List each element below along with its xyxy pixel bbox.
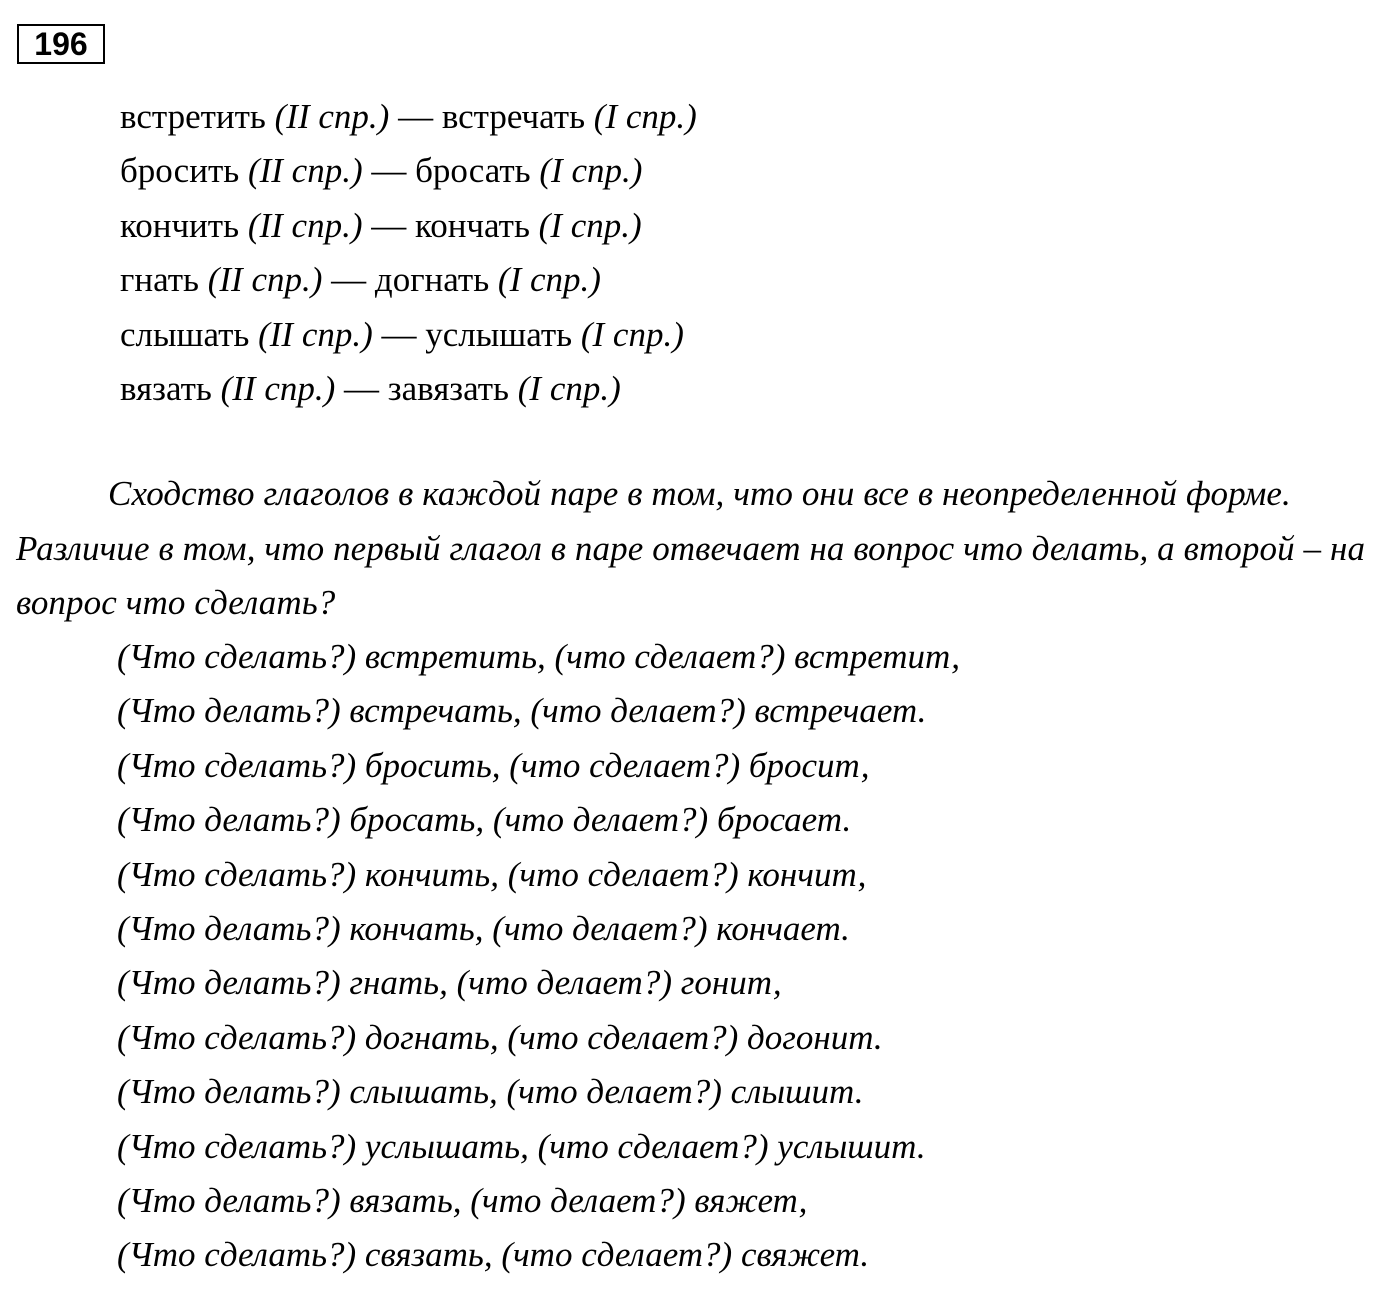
verb-left: слышать (120, 314, 250, 354)
verb-pair (120, 144, 697, 198)
verb-pair (120, 90, 697, 144)
verb-form-line: (Что делать?) встречать, (что делает?) встречает. (117, 691, 927, 731)
conjugation-left: (II спр.) (247, 151, 363, 191)
verb-right: встречать (441, 97, 586, 136)
verb-form-line: (Что сделать?) кончить, (что сделает?) кончит, (117, 854, 867, 894)
dash: — (344, 368, 380, 408)
conjugation-right: (I спр.) (538, 205, 642, 245)
dash: — (371, 151, 407, 191)
conjugation-right: (I спр.) (539, 151, 643, 191)
verb-left: встретить (120, 97, 266, 136)
verb-pairs-list (120, 90, 697, 416)
verb-left: вязать (120, 368, 212, 408)
verb-form-line: (Что делать?) гнать, (что делает?) гонит, (117, 963, 782, 1003)
conjugation-right: (I спр.) (580, 314, 684, 354)
verb-right: догнать (374, 260, 490, 300)
verb-form-line: (Что сделать?) бросить, (что сделает?) бросит, (117, 745, 870, 785)
verb-form-line: (Что сделать?) встретить, (что сделает?) встретит, (117, 637, 960, 676)
conjugation-left: (II спр.) (274, 97, 390, 136)
verb-pair (120, 199, 697, 253)
verb-left: кончить (120, 205, 240, 245)
conjugation-right: (I спр.) (593, 97, 697, 136)
verb-form-line: (Что сделать?) связать, (что сделает?) свяжет. (117, 1235, 870, 1275)
dash: — (381, 314, 417, 354)
dash: — (398, 97, 434, 136)
verb-form-line: (Что делать?) кончать, (что делает?) кончает. (117, 908, 850, 948)
verb-form-line: (Что сделать?) догнать, (что сделает?) догонит. (117, 1017, 883, 1057)
verb-right: завязать (387, 368, 510, 408)
verb-pair (120, 253, 697, 307)
verb-right: кончать (414, 205, 530, 245)
conjugation-left: (II спр.) (247, 205, 363, 245)
dash: — (371, 205, 407, 245)
verb-form-line: (Что делать?) бросать, (что делает?) бросает. (117, 800, 852, 840)
task-number-badge: 196 (17, 24, 105, 64)
verb-form-line: (Что делать?) слышать, (что делает?) слышит. (117, 1072, 864, 1112)
conjugation-right: (I спр.) (517, 368, 621, 408)
dash: — (331, 260, 367, 300)
verb-right: бросать (415, 151, 531, 191)
conjugation-right: (I спр.) (497, 260, 601, 300)
conjugation-left: (II спр.) (258, 314, 373, 354)
verb-forms-list (117, 630, 960, 1283)
verb-pair (120, 308, 697, 362)
verb-right: услышать (425, 314, 573, 354)
explanation-paragraph: Сходство глаголов в каждой паре в том, что они все в неопределенной форме. Различие в том, что первый глагол в паре отвечает на вопрос что делать, а второй – на вопрос что сделать? (16, 474, 1366, 623)
conjugation-left: (II спр.) (220, 368, 336, 408)
verb-form-line: (Что сделать?) услышать, (что сделает?) услышит. (117, 1126, 926, 1166)
conjugation-left: (II спр.) (207, 260, 323, 300)
verb-pair (120, 362, 697, 416)
verb-form-line: (Что делать?) вязать, (что делает?) вяжет, (117, 1180, 808, 1220)
verb-left: гнать (120, 260, 199, 300)
verb-left: бросить (120, 151, 240, 191)
